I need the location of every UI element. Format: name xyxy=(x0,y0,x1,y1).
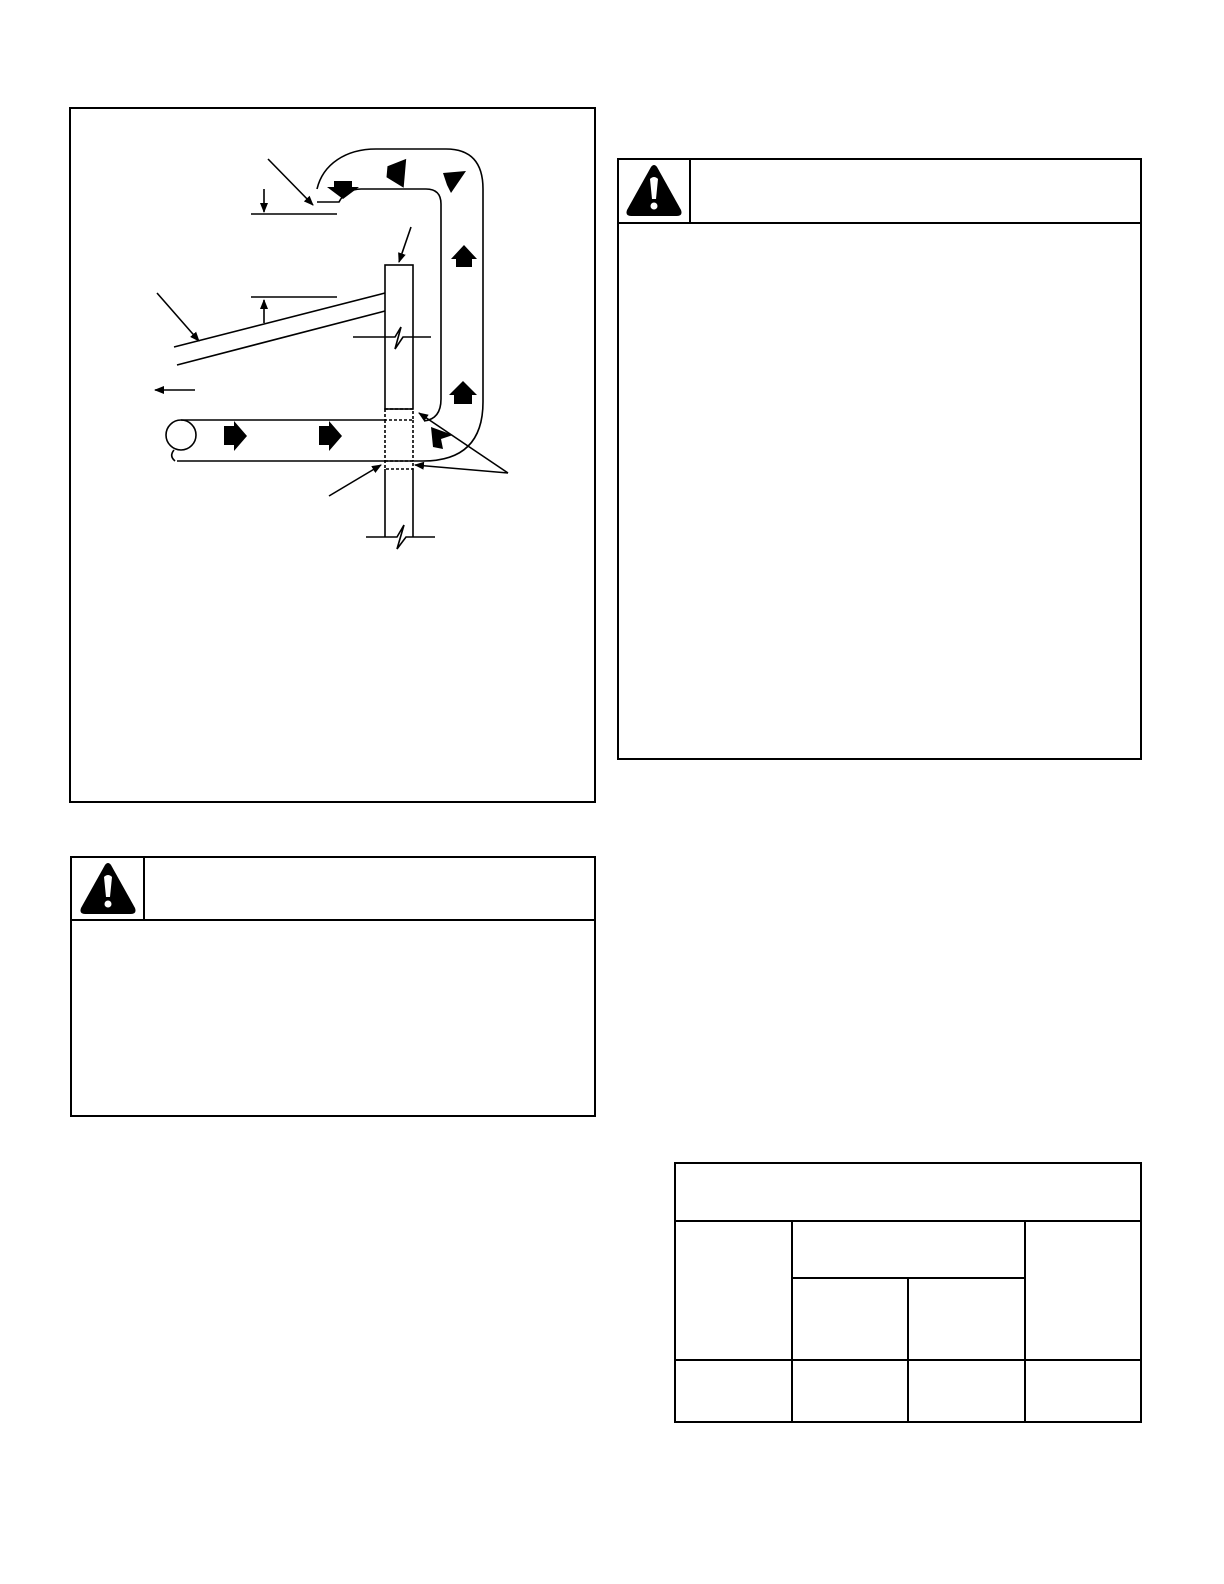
leader-seal-1 xyxy=(419,413,508,473)
leader-thimble xyxy=(329,465,381,496)
warning-header xyxy=(619,160,1140,224)
warning-title xyxy=(703,160,1132,222)
roof-line xyxy=(174,293,385,365)
thimble-upper xyxy=(385,409,413,420)
leader-vent-cap xyxy=(268,159,313,205)
leader-seal-2 xyxy=(415,465,508,473)
table-subheader-col3 xyxy=(908,1278,1025,1360)
table-subheader-col2 xyxy=(792,1278,909,1360)
table-header-group xyxy=(792,1221,1025,1278)
leader-chimney xyxy=(399,227,411,262)
table-cell xyxy=(675,1360,792,1422)
warning-icon-cell xyxy=(619,160,691,222)
pipe-end xyxy=(166,420,196,450)
flow-arrow-up-1 xyxy=(451,245,477,267)
flow-arrow-right-1 xyxy=(224,421,247,451)
flow-arrow-right-2 xyxy=(319,421,342,451)
table-header-col4 xyxy=(1025,1221,1142,1360)
warning-triangle-icon xyxy=(625,164,683,218)
flow-arrow-up-2 xyxy=(449,381,477,404)
warning-title xyxy=(157,858,586,919)
vent-diagram-figure xyxy=(69,107,596,803)
thimble-lower xyxy=(385,461,413,469)
flow-arrow-left xyxy=(386,157,406,187)
warning-box-right xyxy=(617,158,1142,760)
break-mark-lower xyxy=(366,525,435,549)
warning-header xyxy=(72,858,594,921)
wall-lower xyxy=(385,469,413,537)
table-cell xyxy=(908,1360,1025,1422)
table-cell xyxy=(792,1360,909,1422)
break-mark-upper xyxy=(353,327,431,349)
warning-body xyxy=(631,234,1128,748)
warning-box-left xyxy=(70,856,596,1117)
flow-arrow-down-left xyxy=(327,181,359,199)
flow-arrow-turn xyxy=(431,427,453,449)
leader-roof xyxy=(157,293,199,341)
spec-table xyxy=(674,1162,1142,1423)
vent-diagram xyxy=(71,109,594,801)
table-cell xyxy=(1025,1360,1142,1422)
table-header-col1 xyxy=(675,1221,792,1360)
warning-body xyxy=(84,931,582,1105)
table-row xyxy=(675,1360,1141,1422)
table-title xyxy=(675,1163,1141,1221)
warning-icon-cell xyxy=(72,858,145,919)
flow-arrow-up-right xyxy=(443,171,466,193)
warning-triangle-icon xyxy=(79,862,137,916)
